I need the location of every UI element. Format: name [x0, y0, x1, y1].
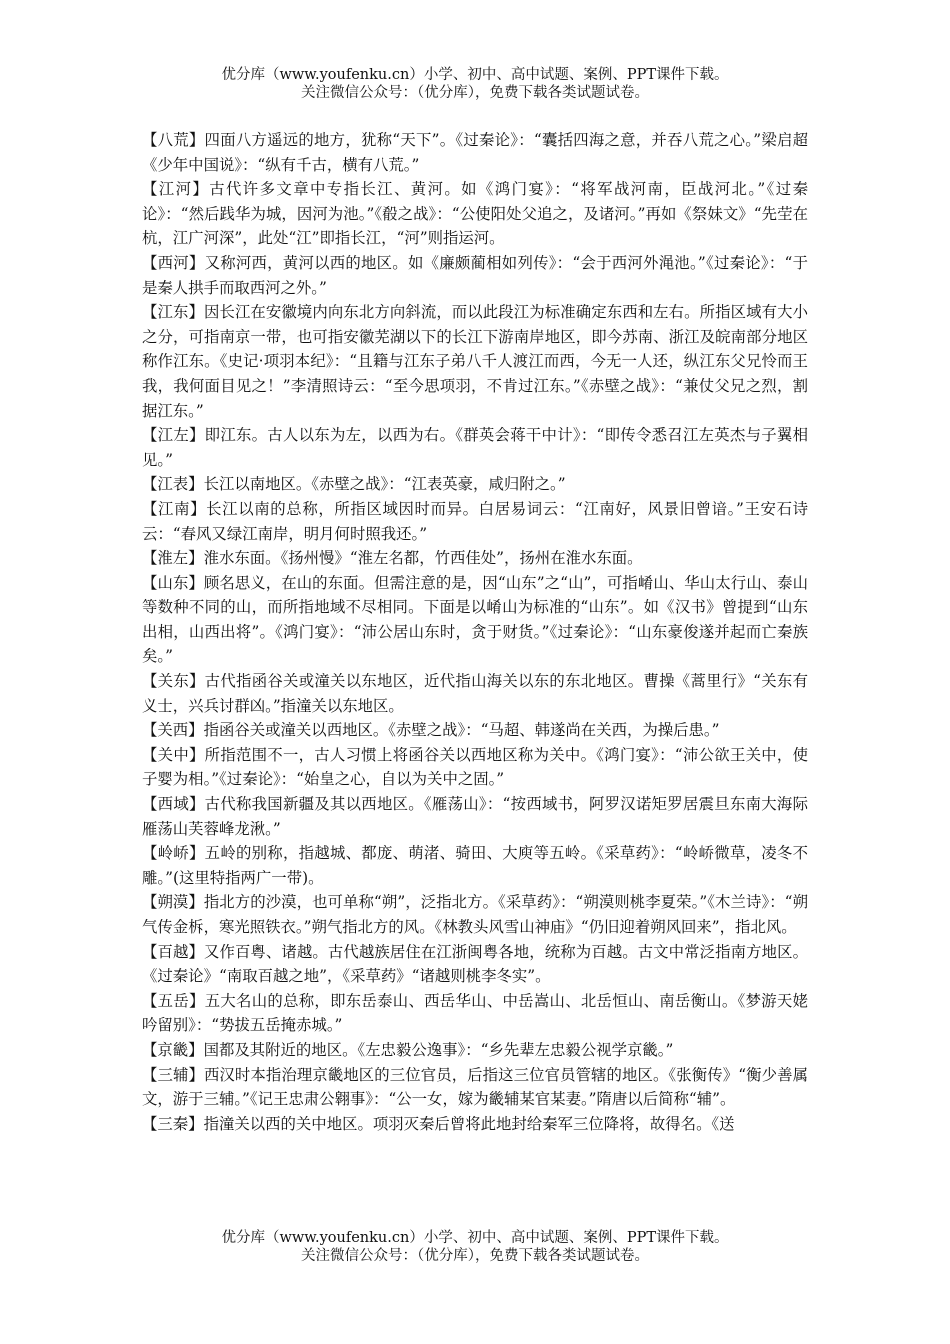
entry-wuyue: 【五岳】五大名山的总称，即东岳泰山、西岳华山、中岳嵩山、北岳恒山、南岳衡山。《梦游天姥吟留别》：“势拔五岳掩赤城。”: [142, 991, 808, 1035]
entry-shuomo: 【朔漠】指北方的沙漠，也可单称“朔”，泛指北方。《采草药》：“朔漠则桃李夏荣。”《木兰诗》：“朔气传金柝，寒光照铁衣。”朔气指北方的风。《林教头风雪山神庙》“仍旧迎着朔风回来”，指北风。: [142, 893, 808, 936]
entry-xiyu: 【西域】古代称我国新疆及其以西地区。《雁荡山》：“按西域书，阿罗汉诺矩罗居震旦东南大海际雁荡山芙蓉峰龙湫。”: [142, 795, 808, 838]
header-line-2: 关注微信公众号：（优分库），免费下载各类试题试卷。: [301, 85, 649, 101]
entry-baiyue: 【百越】又作百粤、诸越。古代越族居住在江浙闽粤各地，统称为百越。古文中常泛指南方地区。《过秦论》“南取百越之地”，《采草药》“诸越则桃李冬实”。: [142, 942, 808, 986]
entry-jiangdong: 【江东】因长江在安徽境内向东北方向斜流，而以此段江为标准确定东西和左右。所指区域有大小之分，可指南京一带，也可指安徽芜湖以下的长江下游南岸地区，即今苏南、浙江及皖南部分地区称作江东。《史记·项羽本纪》：“且籍与江东子弟八千人渡江而西，今无一人还，纵江东父兄怜而王我，我何面目见之！”李清照诗云：“至今思项羽，不肯过江东。”《赤壁之战》：“兼仗父兄之烈，割据江东。”: [142, 303, 808, 420]
entry-jiangzuo: 【江左】即江东。古人以东为左，以西为右。《群英会蒋干中计》：“即传令悉召江左英杰与子翼相见。”: [142, 426, 808, 469]
entry-xihe: 【西河】又称河西，黄河以西的地区。如《廉颇蔺相如列传》：“会于西河外渑池。”《过秦论》：“于是秦人拱手而取西河之外。”: [142, 253, 808, 297]
footer-line-1: 优分库（www.youfenku.cn）小学、初中、高中试题、案例、PPT课件下载。: [221, 1230, 729, 1246]
page-header: [0, 66, 950, 102]
entry-guanzhong: 【关中】所指范围不一，古人习惯上将函谷关以西地区称为关中。《鸿门宴》：“沛公欲王关中，使子婴为相。”《过秦论》：“始皇之心，自以为关中之固。”: [142, 745, 808, 789]
entry-jiangnan: 【江南】长江以南的总称，所指区域因时而异。白居易词云：“江南好，风景旧曾谙。”王安石诗云：“春风又绿江南岸，明月何时照我还。”: [142, 499, 808, 543]
entry-sanqin: 【三秦】指潼关以西的关中地区。项羽灭秦后曾将此地封给秦军三位降将，故得名。《送: [142, 1114, 735, 1133]
entry-sanfu: 【三辅】西汉时本指治理京畿地区的三位官员，后指这三位官员管辖的地区。《张衡传》“衡少善属文，游于三辅。”《记王忠肃公翱事》：“公一女，嫁为畿辅某官某妻。”隋唐以后简称“辅”。: [142, 1065, 808, 1109]
entry-bahuang: 【八荒】四面八方遥远的地方，犹称“天下”。《过秦论》：“囊括四海之意，并吞八荒之心。”梁启超《少年中国说》：“纵有千古，横有八荒。”: [142, 131, 808, 174]
entry-jianghe: 【江河】古代许多文章中专指长江、黄河。如《鸿门宴》：“将军战河南，臣战河北。”《过秦论》：“然后践华为城，因河为池。”《殽之战》：“公使阳处父追之，及诸河。”再如《祭妹文》“先茔在杭，江广河深”，此处“江”即指长江，“河”则指运河。: [142, 180, 808, 248]
entry-jiangbiao: 【江表】长江以南地区。《赤壁之战》：“江表英豪，咸归附之。”: [142, 475, 566, 494]
document-body: [142, 128, 808, 1136]
entry-jingji: 【京畿】国都及其附近的地区。《左忠毅公逸事》：“乡先辈左忠毅公视学京畿。”: [142, 1040, 674, 1059]
entry-lingqiao: 【岭峤】五岭的别称，指越城、都庞、萌渚、骑田、大庾等五岭。《采草药》：“岭峤微草，凌冬不雕。”(这里特指两广一带)。: [142, 844, 808, 887]
header-line-1: 优分库（www.youfenku.cn）小学、初中、高中试题、案例、PPT课件下载。: [221, 67, 729, 83]
entry-shandong: 【山东】顾名思义，在山的东面。但需注意的是，因“山东”之“山”，可指崤山、华山太行山、泰山等数种不同的山，而所指地域不尽相同。下面是以崤山为标准的“山东”。如《汉书》曾提到“山东出相，山西出将”。《鸿门宴》：“沛公居山东时，贪于财货。”《过秦论》：“山东豪俊遂并起而亡秦族矣。”: [142, 573, 808, 666]
footer-line-2: 关注微信公众号：（优分库），免费下载各类试题试卷。: [301, 1248, 649, 1264]
entry-huaizuo: 【淮左】淮水东面。《扬州慢》“淮左名都，竹西佳处”，扬州在淮水东面。: [142, 549, 643, 568]
entry-guanxi: 【关西】指函谷关或潼关以西地区。《赤壁之战》：“马超、韩遂尚在关西，为操后患。”: [142, 721, 720, 740]
page-footer: [0, 1229, 950, 1265]
entry-guandong: 【关东】古代指函谷关或潼关以东地区，近代指山海关以东的东北地区。曹操《蒿里行》“关东有义士，兴兵讨群凶。”指潼关以东地区。: [142, 672, 808, 715]
